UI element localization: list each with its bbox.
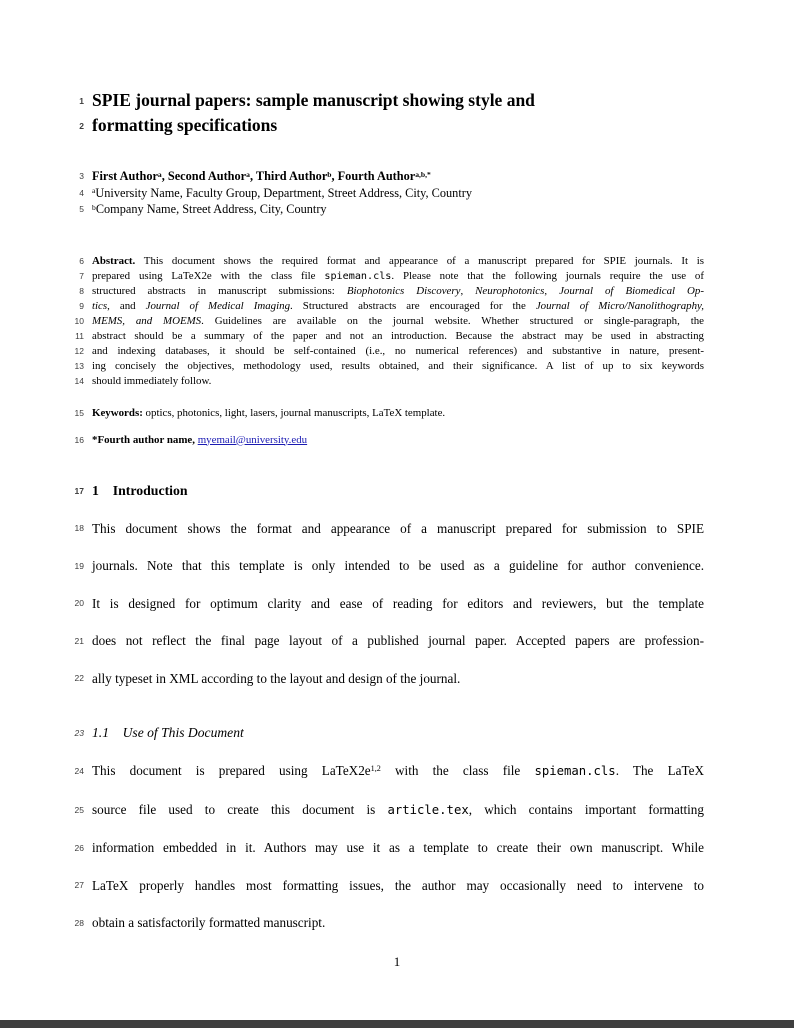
text-segment: , which contains important formatting: [468, 801, 704, 817]
text-segment: formatting specifications: [92, 115, 278, 135]
text-segment: 1,2: [370, 764, 381, 774]
text-segment: Journal of Micro/Nanolithography,: [535, 299, 704, 312]
line-text: [92, 481, 704, 501]
text-segment: spieman.cls: [534, 764, 616, 778]
line-number: 23: [74, 728, 84, 738]
manuscript-content: [74, 88, 705, 942]
line-text: [92, 299, 704, 314]
block-section: [74, 481, 704, 501]
text-segment: does not reflect the final page layout of a published journal paper. Accepted papers are profession-: [92, 633, 704, 648]
block-title: [79, 88, 704, 138]
line-6: [79, 254, 704, 269]
line-number: 10: [74, 316, 84, 326]
text-segment: a: [246, 169, 250, 179]
text-segment: Biophotonics Discovery: [346, 284, 461, 297]
text-segment: b: [327, 169, 332, 179]
line-28: [74, 904, 704, 942]
line-text: [92, 660, 704, 698]
text-segment: journals. Note that this template is only intended to be used as a guideline for author convenience.: [92, 558, 704, 573]
text-segment: Journal of Biomedical Op-: [559, 284, 704, 297]
line-1: [79, 88, 704, 113]
line-23: [74, 723, 704, 743]
text-segment: SPIE journal papers: sample manuscript showing style and: [92, 90, 535, 110]
line-number: 24: [74, 766, 84, 777]
line-text: [92, 547, 704, 585]
line-21: [74, 622, 704, 660]
text-segment: *Fourth author name,: [92, 433, 198, 446]
email-link[interactable]: myemail@university.edu: [197, 433, 308, 446]
text-segment: a: [92, 186, 96, 196]
line-24: [74, 752, 704, 791]
line-text: [92, 284, 704, 299]
line-text: [92, 88, 704, 113]
line-15: [74, 406, 704, 421]
text-segment: information embedded in it. Authors may use it as a template to create their own manuscript. While: [92, 840, 704, 855]
line-text: [92, 867, 704, 905]
line-10: [74, 314, 705, 329]
line-26: [74, 829, 704, 867]
text-segment: MEMS, and MOEMS: [92, 314, 202, 327]
line-text: [92, 904, 704, 942]
line-20: [74, 585, 704, 623]
line-text: [92, 791, 704, 830]
text-segment: a,b,*: [415, 169, 431, 179]
line-22: [74, 660, 704, 698]
line-number: 9: [79, 301, 84, 311]
text-segment: spieman.cls: [324, 270, 392, 282]
line-text: [92, 344, 704, 359]
line-number: 1: [79, 95, 84, 106]
line-4: [79, 185, 704, 202]
line-18: [74, 510, 704, 548]
line-number: 3: [79, 171, 84, 182]
text-segment: a: [157, 169, 162, 179]
line-text: [92, 723, 704, 743]
page-number: 1: [393, 954, 401, 969]
block-body: [74, 510, 704, 698]
line-number: 8: [79, 286, 84, 296]
viewer-bottom-edge: [0, 1020, 794, 1028]
line-11: [75, 329, 704, 344]
line-text: [92, 168, 704, 185]
line-number: 5: [79, 204, 84, 215]
text-segment: First Author: [92, 169, 158, 183]
line-number: 6: [79, 256, 84, 266]
line-text: [92, 113, 704, 138]
text-segment: . Guidelines are available on the journal website. Whether structured or single-paragraph, the: [201, 314, 705, 327]
text-segment: and indexing databases, it should be self-contained (i.e., no numerical references) and substantive in nature, present-: [92, 344, 704, 357]
text-segment: , Third Author: [249, 169, 328, 183]
line-number: 22: [74, 673, 84, 684]
text-segment: source file used to create this document is: [92, 801, 388, 817]
text-segment: optics, photonics, light, lasers, journal manuscripts, LaTeX template.: [142, 406, 446, 419]
line-25: [74, 791, 704, 830]
line-text: [92, 201, 704, 218]
line-3: [79, 168, 704, 185]
line-number: 16: [74, 435, 84, 445]
text-segment: ,: [544, 284, 560, 297]
line-9: [79, 299, 704, 314]
text-segment: ally typeset in XML according to the layout and design of the journal.: [92, 670, 461, 686]
text-segment: Keywords:: [92, 406, 143, 419]
line-number: 28: [74, 917, 84, 928]
line-number: 4: [79, 187, 84, 198]
line-text: [92, 622, 704, 660]
text-segment: , Second Author: [161, 169, 247, 183]
line-14: [74, 374, 704, 389]
line-number: 18: [74, 523, 84, 534]
text-segment: obtain a satisfactorily formatted manuscript.: [92, 915, 326, 930]
line-text: [92, 510, 704, 548]
text-segment: , and: [107, 299, 146, 312]
text-segment: with the class file: [380, 763, 535, 778]
line-8: [79, 284, 704, 299]
line-number: 7: [79, 271, 84, 281]
line-5: [79, 201, 704, 218]
text-segment: b: [92, 202, 96, 212]
line-7: [79, 269, 704, 284]
line-text: [92, 406, 704, 421]
line-text: [92, 185, 704, 202]
block-keywords: [74, 406, 704, 421]
line-number: 11: [75, 331, 84, 341]
line-text: [92, 329, 704, 344]
line-27: [74, 867, 704, 905]
line-number: 14: [74, 376, 84, 386]
line-12: [74, 344, 704, 359]
block-email: [74, 433, 704, 448]
line-text: [92, 752, 704, 791]
text-segment: tics: [92, 299, 108, 312]
line-number: 20: [74, 598, 84, 609]
line-text: [92, 585, 704, 623]
text-segment: prepared using LaTeX2e with the class file: [92, 269, 325, 282]
text-segment: Company Name, Street Address, City, Country: [95, 202, 327, 216]
line-17: [74, 481, 704, 501]
line-text: [92, 269, 704, 284]
text-segment: . Please note that the following journals require the use of: [391, 269, 704, 282]
text-segment: Journal of Medical Imaging: [145, 299, 291, 312]
text-segment: This document is prepared using LaTeX2e: [92, 763, 371, 778]
text-segment: ,: [460, 284, 476, 297]
line-2: [79, 113, 704, 138]
text-segment: should immediately follow.: [92, 374, 212, 387]
line-number: 12: [74, 346, 84, 356]
line-number: 21: [74, 635, 84, 646]
text-segment: Neurophotonics: [475, 284, 545, 297]
line-number: 13: [74, 361, 84, 371]
text-segment: article.tex: [387, 802, 469, 817]
line-number: 27: [74, 880, 84, 891]
text-segment: . Structured abstracts are encouraged for the: [290, 299, 536, 312]
text-segment: It is designed for optimum clarity and ease of reading for editors and reviewers, but the template: [92, 595, 704, 611]
text-segment: This document shows the required format and appearance of a manuscript prepared for SPIE journals. It is: [135, 254, 704, 267]
line-text: [92, 254, 704, 269]
text-segment: LaTeX properly handles most formatting issues, the author may occasionally need to intervene to: [92, 877, 704, 893]
line-19: [74, 547, 704, 585]
text-segment: 1.1 Use of This Document: [92, 725, 244, 740]
line-text: [92, 314, 704, 329]
line-number: 25: [74, 804, 84, 815]
line-16: [74, 433, 704, 448]
text-segment: University Name, Faculty Group, Department, Street Address, City, Country: [95, 185, 472, 200]
text-segment: , Fourth Author: [331, 169, 416, 183]
text-segment: 1 Introduction: [92, 482, 188, 498]
text-segment: . The LaTeX: [615, 763, 704, 778]
line-number: 19: [74, 560, 84, 571]
line-number: 17: [74, 485, 84, 496]
line-text: [92, 374, 704, 389]
line-number: 15: [74, 408, 84, 418]
text-segment: structured abstracts in manuscript submissions:: [92, 284, 347, 297]
block-body: [74, 752, 704, 942]
line-number: 2: [79, 120, 84, 131]
line-text: [92, 433, 704, 448]
text-segment: ing concisely the objectives, methodology used, results obtained, and their significance. A list of up to six keywords: [92, 359, 704, 372]
line-number: 26: [74, 842, 84, 853]
text-segment: abstract should be a summary of the paper and not an introduction. Because the abstract may be used in abstracting: [92, 329, 704, 342]
block-subsection: [74, 723, 704, 743]
line-text: [92, 359, 704, 374]
block-authors: [79, 168, 704, 218]
text-segment: Abstract.: [92, 254, 136, 267]
block-abstract: [74, 254, 705, 389]
line-13: [74, 359, 704, 374]
line-text: [92, 829, 704, 867]
text-segment: This document shows the format and appearance of a manuscript prepared for submission to SPIE: [92, 520, 704, 536]
